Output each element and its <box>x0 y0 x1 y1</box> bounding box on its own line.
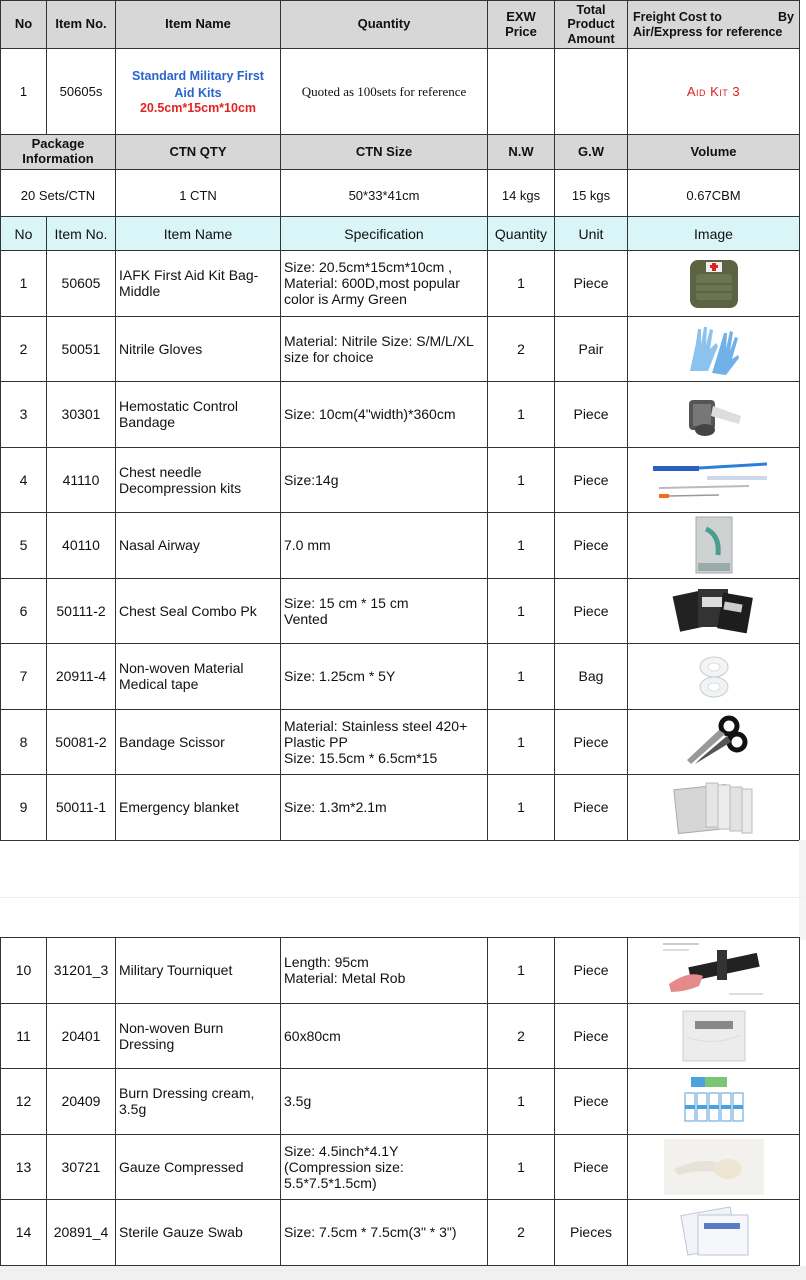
spec-line: Size: 15.5cm * 6.5cm*15 <box>284 749 438 766</box>
pkg-gw: 15 kgs <box>555 170 628 222</box>
row-item-no-text: 50111-2 <box>56 602 106 619</box>
page-gap-shade <box>799 840 806 940</box>
row-item-no <box>47 1134 116 1200</box>
row-qty-text: 1 <box>517 275 525 292</box>
row-unit-text: Piece <box>573 1027 609 1044</box>
item-name-line: Nasal Airway <box>119 537 200 554</box>
row-unit <box>555 251 628 317</box>
bottom-strip <box>0 1266 806 1280</box>
medical-tape-rolls-image <box>628 651 799 701</box>
row-item-name <box>116 709 281 775</box>
row-unit <box>555 938 628 1004</box>
quote-row <box>1 49 800 135</box>
package-values-row <box>1 170 800 222</box>
row-spec <box>281 251 488 317</box>
row-image <box>628 938 800 1004</box>
row-unit-text: Pair <box>578 340 604 357</box>
row-unit <box>555 1200 628 1266</box>
quote-quantity: Quoted as 100sets for reference <box>281 49 488 135</box>
items-col-qty: Quantity <box>488 217 555 251</box>
spec-line: color is Army Green <box>284 291 407 308</box>
kit-name-line1: Standard Military First <box>132 69 264 84</box>
col-freight-cost <box>628 1 800 49</box>
row-item-no-text: 40110 <box>62 537 100 554</box>
row-qty-text: 1 <box>517 602 525 619</box>
army-green-first-aid-bag-image <box>628 254 799 312</box>
row-qty <box>488 709 555 775</box>
row-no <box>1 1003 47 1069</box>
row-item-no <box>47 382 116 448</box>
table-row <box>1 709 800 775</box>
col-item-name: Item Name <box>116 1 281 49</box>
items-col-item-no: Item No. <box>47 217 116 251</box>
spec-line: 7.0 mm <box>284 537 331 554</box>
row-qty <box>488 1069 555 1135</box>
row-unit-text: Piece <box>573 1158 609 1175</box>
spec-line: size for choice <box>284 348 374 365</box>
row-item-no-text: 30721 <box>61 1158 101 1175</box>
row-image <box>628 775 800 841</box>
item-name-line: IAFK First Aid Kit Bag- <box>119 267 259 284</box>
col-no: No <box>1 1 47 49</box>
row-unit-text: Piece <box>573 406 609 423</box>
row-unit <box>555 578 628 644</box>
table-row <box>1 938 800 1004</box>
row-item-no-text: 20401 <box>61 1027 101 1044</box>
pkg-col-nw: N.W <box>488 135 555 170</box>
row-unit <box>555 513 628 579</box>
row-item-name <box>116 513 281 579</box>
spec-line: Size: 10cm(4"width)*360cm <box>284 406 456 423</box>
row-qty-text: 1 <box>517 962 525 979</box>
item-name-line: Sterile Gauze Swab <box>119 1224 243 1241</box>
spec-line: Length: 95cm <box>284 954 369 971</box>
row-unit <box>555 316 628 382</box>
pkg-ctn-qty: 1 CTN <box>116 170 281 222</box>
item-name-line: 3.5g <box>119 1101 147 1118</box>
row-no <box>1 251 47 317</box>
quote-total-amount <box>555 49 628 135</box>
table-row <box>1 1069 800 1135</box>
row-item-no <box>47 578 116 644</box>
freight-label-2: Air/Express for reference <box>633 24 783 39</box>
item-name-line: Chest needle <box>119 463 202 480</box>
quote-item-name <box>116 49 281 135</box>
row-item-no <box>47 1200 116 1266</box>
items-col-unit: Unit <box>555 217 628 251</box>
row-qty-text: 2 <box>517 1027 525 1044</box>
row-item-no-text: 31201_3 <box>53 962 109 979</box>
row-no-text: 9 <box>19 799 28 816</box>
row-image <box>628 251 800 317</box>
items-col-item-name: Item Name <box>116 217 281 251</box>
row-no-text: 5 <box>19 537 28 554</box>
freight-label-1: Freight Cost to <box>633 10 722 25</box>
col-exw-price: EXW Price <box>488 1 555 49</box>
row-image <box>628 1134 800 1200</box>
row-unit-text: Piece <box>573 275 609 292</box>
row-no-text: 1 <box>19 275 28 292</box>
pkg-col-ctn-qty: CTN QTY <box>116 135 281 170</box>
row-qty <box>488 1134 555 1200</box>
row-qty-text: 1 <box>517 1158 525 1175</box>
item-name-line: Nitrile Gloves <box>119 340 203 357</box>
spec-line: 3.5g <box>284 1093 312 1110</box>
spec-line: Material: Stainless steel 420+ <box>284 717 468 734</box>
spec-line: Size: 20.5cm*15cm*10cm , <box>284 259 453 276</box>
spec-line: Material: Nitrile Size: S/M/L/XL <box>284 332 474 349</box>
row-no-text: 11 <box>16 1027 31 1044</box>
compressed-gauze-image <box>628 1139 799 1195</box>
pkg-col-gw: G.W <box>555 135 628 170</box>
row-image <box>628 1069 800 1135</box>
row-no-text: 3 <box>19 406 28 423</box>
quote-item-no: 50605s <box>47 49 116 135</box>
row-no-text: 8 <box>19 733 28 750</box>
row-spec <box>281 513 488 579</box>
row-qty <box>488 1200 555 1266</box>
col-quantity: Quantity <box>281 1 488 49</box>
row-qty-text: 1 <box>517 537 525 554</box>
table-row <box>1 251 800 317</box>
row-image <box>628 1200 800 1266</box>
row-no-text: 13 <box>15 1158 32 1175</box>
chest-seal-packs-image <box>628 583 799 639</box>
row-image <box>628 513 800 579</box>
table-row <box>1 578 800 644</box>
row-image <box>628 447 800 513</box>
spec-line: 5.5*7.5*1.5cm) <box>284 1174 377 1191</box>
row-unit <box>555 775 628 841</box>
row-spec <box>281 1200 488 1266</box>
items-table <box>0 216 800 841</box>
pkg-sets-per-ctn: 20 Sets/CTN <box>1 170 116 222</box>
item-name-line: Military Tourniquet <box>119 962 233 979</box>
sterile-gauze-swab-image <box>628 1205 799 1259</box>
spec-line: Material: 600D,most popular <box>284 275 460 292</box>
row-item-no <box>47 1003 116 1069</box>
row-unit-text: Piece <box>573 1093 609 1110</box>
pkg-ctn-size: 50*33*41cm <box>281 170 488 222</box>
row-qty-text: 1 <box>517 668 525 685</box>
row-spec <box>281 316 488 382</box>
row-qty <box>488 938 555 1004</box>
pkg-col-info: Package Information <box>1 135 116 170</box>
emergency-blanket-image <box>628 779 799 835</box>
row-item-no <box>47 251 116 317</box>
row-no <box>1 1200 47 1266</box>
row-spec <box>281 382 488 448</box>
row-qty-text: 1 <box>517 406 525 423</box>
row-no <box>1 382 47 448</box>
table-row <box>1 644 800 710</box>
item-name-line: Bandage <box>119 414 176 431</box>
table-row <box>1 513 800 579</box>
row-item-name <box>116 578 281 644</box>
row-item-no <box>47 644 116 710</box>
spec-line: Size:14g <box>284 471 339 488</box>
row-unit-text: Bag <box>578 668 604 685</box>
row-no-text: 14 <box>15 1224 32 1241</box>
row-no <box>1 1134 47 1200</box>
items-body-page2 <box>1 938 800 1266</box>
row-item-no-text: 50051 <box>61 340 101 357</box>
row-image <box>628 316 800 382</box>
spec-line: Material: Metal Rob <box>284 970 406 987</box>
row-item-no-text: 50605 <box>61 275 101 292</box>
pkg-col-ctn-size: CTN Size <box>281 135 488 170</box>
row-qty-text: 1 <box>517 471 525 488</box>
row-item-name <box>116 251 281 317</box>
items-table-page2 <box>0 937 800 1266</box>
row-unit <box>555 1003 628 1069</box>
row-spec <box>281 938 488 1004</box>
row-no-text: 4 <box>19 471 28 488</box>
row-item-name <box>116 382 281 448</box>
row-unit <box>555 1134 628 1200</box>
table-row <box>1 447 800 513</box>
item-name-line: Middle <box>119 283 161 300</box>
item-name-line: Bandage Scissor <box>119 733 225 750</box>
row-no <box>1 513 47 579</box>
row-spec <box>281 1134 488 1200</box>
spec-line: Vented <box>284 610 328 627</box>
row-item-no-text: 20891_4 <box>53 1224 109 1241</box>
kit-name-line2: Aid Kits <box>174 85 222 100</box>
spec-line: 60x80cm <box>284 1027 341 1044</box>
items-col-image: Image <box>628 217 800 251</box>
row-qty <box>488 644 555 710</box>
row-unit <box>555 644 628 710</box>
burn-dressing-pack-image <box>628 1007 799 1065</box>
row-qty-text: 1 <box>517 1093 525 1110</box>
package-header-row <box>1 135 800 170</box>
decompression-needle-image <box>628 458 799 502</box>
item-name-line: Chest Seal Combo Pk <box>119 602 257 619</box>
row-item-name <box>116 775 281 841</box>
row-image <box>628 382 800 448</box>
row-qty-text: 2 <box>517 1224 525 1241</box>
row-item-no-text: 30301 <box>61 406 101 423</box>
row-spec <box>281 578 488 644</box>
col-total-amount: Total Product Amount <box>555 1 628 49</box>
row-item-no-text: 20911-4 <box>55 668 107 685</box>
items-col-spec: Specification <box>281 217 488 251</box>
table-row <box>1 382 800 448</box>
blue-nitrile-gloves-image <box>628 321 799 377</box>
row-no-text: 6 <box>19 602 28 619</box>
row-item-no-text: 50081-2 <box>55 733 107 750</box>
item-name-line: Burn Dressing cream, <box>119 1085 255 1102</box>
bandage-scissor-image <box>628 714 799 770</box>
row-no-text: 12 <box>15 1093 32 1110</box>
row-spec <box>281 1069 488 1135</box>
row-item-name <box>116 1200 281 1266</box>
row-item-name <box>116 447 281 513</box>
row-item-no-text: 50011-1 <box>55 799 107 816</box>
row-unit <box>555 447 628 513</box>
row-spec <box>281 775 488 841</box>
row-no <box>1 316 47 382</box>
row-image <box>628 1003 800 1069</box>
row-no <box>1 578 47 644</box>
pkg-volume: 0.67CBM <box>628 170 800 222</box>
row-item-name <box>116 316 281 382</box>
row-item-name <box>116 938 281 1004</box>
col-item-no: Item No. <box>47 1 116 49</box>
quote-table <box>0 0 800 222</box>
row-spec <box>281 709 488 775</box>
row-qty-text: 1 <box>517 733 525 750</box>
page-break-line <box>0 897 806 898</box>
quote-header-row <box>1 1 800 49</box>
table-row <box>1 1003 800 1069</box>
row-qty <box>488 513 555 579</box>
row-qty-text: 2 <box>517 340 525 357</box>
freight-label-by: By <box>778 10 794 25</box>
row-no-text: 7 <box>19 668 28 685</box>
items-block-page2 <box>0 937 800 1266</box>
table-row <box>1 1200 800 1266</box>
row-item-no <box>47 1069 116 1135</box>
kit-label: Aid Kit 3 <box>628 49 800 135</box>
items-col-no: No <box>1 217 47 251</box>
row-no-text: 2 <box>19 340 28 357</box>
row-unit <box>555 1069 628 1135</box>
row-item-no-text: 20409 <box>61 1093 101 1110</box>
row-no <box>1 644 47 710</box>
quote-exw-price <box>488 49 555 135</box>
item-name-line: Decompression kits <box>119 479 242 496</box>
row-qty <box>488 251 555 317</box>
row-item-no <box>47 513 116 579</box>
row-unit-text: Piece <box>573 471 609 488</box>
row-qty <box>488 316 555 382</box>
row-no <box>1 709 47 775</box>
row-item-no <box>47 709 116 775</box>
row-no <box>1 447 47 513</box>
hemostatic-bandage-image <box>628 386 799 442</box>
item-name-line: Gauze Compressed <box>119 1158 244 1175</box>
item-name-line: Medical tape <box>119 676 199 693</box>
row-qty <box>488 578 555 644</box>
row-item-no <box>47 316 116 382</box>
row-item-no <box>47 775 116 841</box>
item-name-line: Dressing <box>119 1035 175 1052</box>
row-unit-text: Piece <box>573 537 609 554</box>
row-item-no-text: 41110 <box>62 471 100 488</box>
row-unit-text: Piece <box>573 799 609 816</box>
quote-header-block <box>0 0 800 222</box>
row-no <box>1 775 47 841</box>
items-header-row <box>1 217 800 251</box>
row-item-name <box>116 1003 281 1069</box>
row-item-name <box>116 1134 281 1200</box>
row-image <box>628 578 800 644</box>
pkg-nw: 14 kgs <box>488 170 555 222</box>
spec-line: Size: 15 cm * 15 cm <box>284 594 409 611</box>
item-name-line: Non-woven Burn <box>119 1019 224 1036</box>
row-image <box>628 709 800 775</box>
military-tourniquet-image <box>628 940 799 1000</box>
spec-line: (Compression size: <box>284 1158 404 1175</box>
row-qty <box>488 382 555 448</box>
item-name-line: Non-woven Material <box>119 660 244 677</box>
row-spec <box>281 447 488 513</box>
pkg-col-volume: Volume <box>628 135 800 170</box>
spec-line: Size: 7.5cm * 7.5cm(3" * 3") <box>284 1224 457 1241</box>
row-item-name <box>116 644 281 710</box>
item-name-line: Hemostatic Control <box>119 398 239 415</box>
items-body <box>1 251 800 841</box>
row-unit-text: Pieces <box>569 1224 613 1241</box>
row-item-no <box>47 938 116 1004</box>
row-no <box>1 938 47 1004</box>
row-unit-text: Piece <box>573 602 609 619</box>
items-block <box>0 216 800 841</box>
row-unit <box>555 382 628 448</box>
row-no <box>1 1069 47 1135</box>
quote-no: 1 <box>1 49 47 135</box>
kit-size: 20.5cm*15cm*10cm <box>139 100 257 115</box>
row-item-name <box>116 1069 281 1135</box>
spec-line: Size: 1.25cm * 5Y <box>284 668 396 685</box>
table-row <box>1 316 800 382</box>
row-spec <box>281 644 488 710</box>
burn-cream-sachets-image <box>628 1075 799 1127</box>
row-unit <box>555 709 628 775</box>
item-name-line: Emergency blanket <box>119 799 239 816</box>
spec-line: Size: 1.3m*2.1m <box>284 799 387 816</box>
spec-line: Plastic PP <box>284 733 348 750</box>
table-row <box>1 1134 800 1200</box>
nasal-airway-pack-image <box>628 515 799 575</box>
spec-line: Size: 4.5inch*4.1Y <box>284 1142 399 1159</box>
row-qty-text: 1 <box>517 799 525 816</box>
row-unit-text: Piece <box>573 962 609 979</box>
row-no-text: 10 <box>15 962 32 979</box>
table-row <box>1 775 800 841</box>
row-spec <box>281 1003 488 1069</box>
row-qty <box>488 447 555 513</box>
row-image <box>628 644 800 710</box>
row-qty <box>488 775 555 841</box>
row-qty <box>488 1003 555 1069</box>
row-unit-text: Piece <box>573 733 609 750</box>
row-item-no <box>47 447 116 513</box>
